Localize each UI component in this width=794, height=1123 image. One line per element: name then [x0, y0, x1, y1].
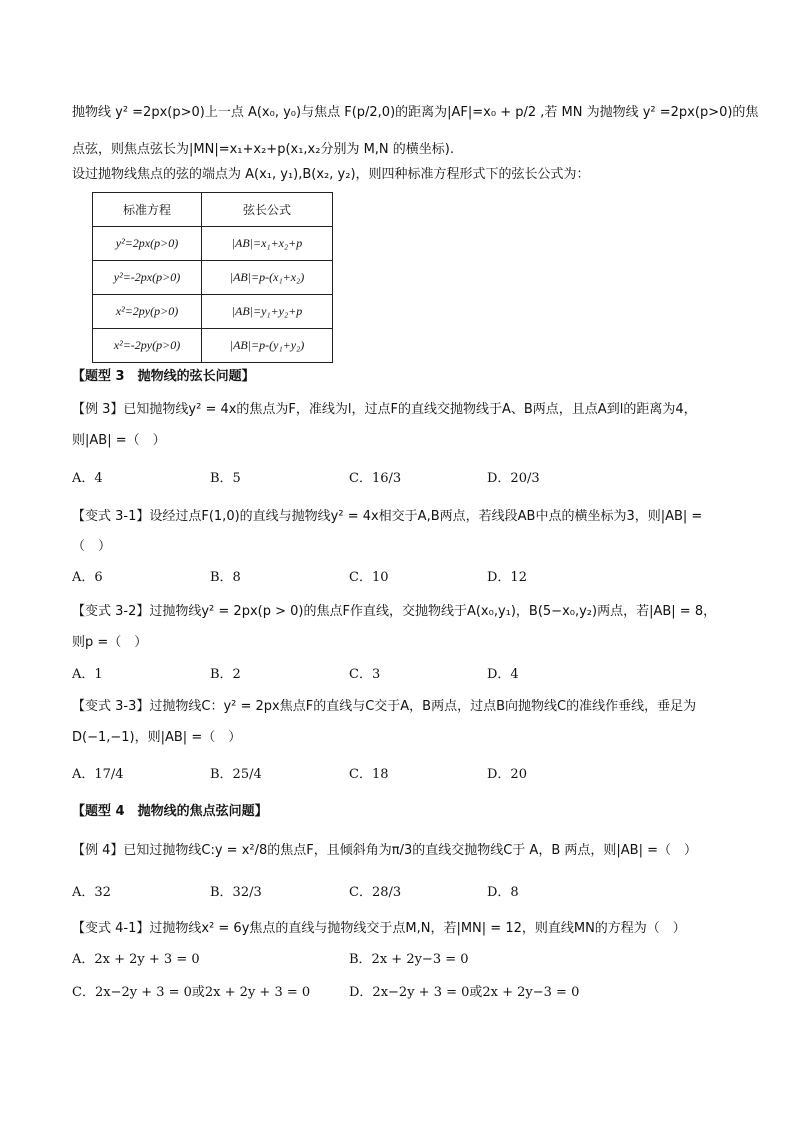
section-title-4: 【题型 4 抛物线的焦点弦问题】: [72, 804, 268, 819]
table-cell: x²=-2py(p>0): [93, 329, 202, 363]
option-b: B．25/4: [210, 767, 262, 782]
table-header-formula: 弦长公式: [202, 193, 333, 227]
option-b: B．32/3: [210, 885, 262, 900]
option-d: D．12: [487, 570, 527, 585]
table-row: [93, 261, 333, 295]
table-cell: |AB|=y₁+y₂+p: [202, 295, 333, 329]
table-row: [93, 329, 333, 363]
option-d: D．20: [487, 767, 527, 782]
table-cell: x²=2py(p>0): [93, 295, 202, 329]
table-cell: y²=-2px(p>0): [93, 261, 202, 295]
option-c: C．2x−2y + 3 = 0或2x + 2y + 3 = 0: [72, 985, 311, 1000]
option-a: A．6: [72, 570, 103, 585]
option-a: A．1: [72, 667, 103, 682]
table-cell: |AB|=p-(x₁+x₂): [202, 261, 333, 295]
example-3-line-2: 则|AB| =（ ）: [72, 433, 166, 448]
option-c: C．3: [349, 667, 381, 682]
table-row: [93, 295, 333, 329]
intro-line-1: 抛物线 y² =2px(p>0)上一点 A(x₀, y₀)与焦点 F(p/2,0)的距离为|AF|=x₀ + p/2 ,若 MN 为抛物线 y² =2px(p>0)的焦: [72, 105, 759, 120]
option-b: B．5: [210, 471, 241, 486]
option-d: D．2x−2y + 3 = 0或2x + 2y−3 = 0: [349, 985, 580, 1000]
option-a: A．17/4: [72, 767, 124, 782]
variant-3-2-line-2: 则p =（ ）: [72, 635, 148, 650]
variant-3-1-line-1: 【变式 3-1】设经过点F(1,0)的直线与抛物线y² = 4x相交于A,B两点，若线段AB中点的横坐标为3，则|AB| =: [72, 509, 703, 524]
table-header-equation: 标准方程: [93, 193, 202, 227]
option-b: B．2: [210, 667, 241, 682]
variant-3-3-line-2: D(−1,−1)，则|AB| =（ ）: [72, 730, 242, 745]
table-cell: |AB|=p-(y₁+y₂): [202, 329, 333, 363]
example-3-line-1: 【例 3】已知抛物线y² = 4x的焦点为F，准线为l，过点F的直线交抛物线于A、B两点，且点A到l的距离为4，: [72, 402, 697, 417]
variant-3-3-line-1: 【变式 3-3】过抛物线C：y² = 2px焦点F的直线与C交于A，B两点，过点B向抛物线C的准线作垂线，垂足为: [72, 699, 697, 714]
option-c: C．16/3: [349, 471, 402, 486]
option-d: D．4: [487, 667, 519, 682]
intro-line-3: 设过抛物线焦点的弦的端点为 A(x₁, y₁),B(x₂, y₂)，则四种标准方程形式下的弦长公式为：: [72, 167, 590, 182]
example-4-line-1: 【例 4】已知过抛物线C:y = x²/8的焦点F，且倾斜角为π/3的直线交抛物线C于 A，B 两点，则|AB| =（ ）: [72, 843, 697, 858]
option-a: A．2x + 2y + 3 = 0: [72, 952, 200, 967]
option-d: D．20/3: [487, 471, 540, 486]
intro-line-2: 点弦，则焦点弦长为|MN|=x₁+x₂+p(x₁,x₂分别为 M,N 的横坐标).: [72, 142, 454, 157]
option-a: A．32: [72, 885, 111, 900]
table-cell: y²=2px(p>0): [93, 227, 202, 261]
option-c: C．10: [349, 570, 389, 585]
section-title-3: 【题型 3 抛物线的弦长问题】: [72, 369, 255, 384]
chord-length-table: [92, 192, 333, 363]
table-row: [93, 227, 333, 261]
variant-3-2-line-1: 【变式 3-2】过抛物线y² = 2px(p > 0)的焦点F作直线，交抛物线于A(x₀,y₁)，B(5−x₀,y₂)两点，若|AB| = 8，: [72, 604, 717, 619]
table-header-row: [93, 193, 333, 227]
option-c: C．28/3: [349, 885, 402, 900]
option-a: A．4: [72, 471, 103, 486]
variant-4-1-line-1: 【变式 4-1】过抛物线x² = 6y焦点的直线与抛物线交于点M,N，若|MN| = 12，则直线MN的方程为（ ）: [72, 921, 686, 936]
option-d: D．8: [487, 885, 519, 900]
option-b: B．8: [210, 570, 241, 585]
table-cell: |AB|=x₁+x₂+p: [202, 227, 333, 261]
variant-3-1-line-2: （ ）: [72, 539, 112, 554]
option-b: B．2x + 2y−3 = 0: [349, 952, 469, 967]
option-c: C．18: [349, 767, 389, 782]
